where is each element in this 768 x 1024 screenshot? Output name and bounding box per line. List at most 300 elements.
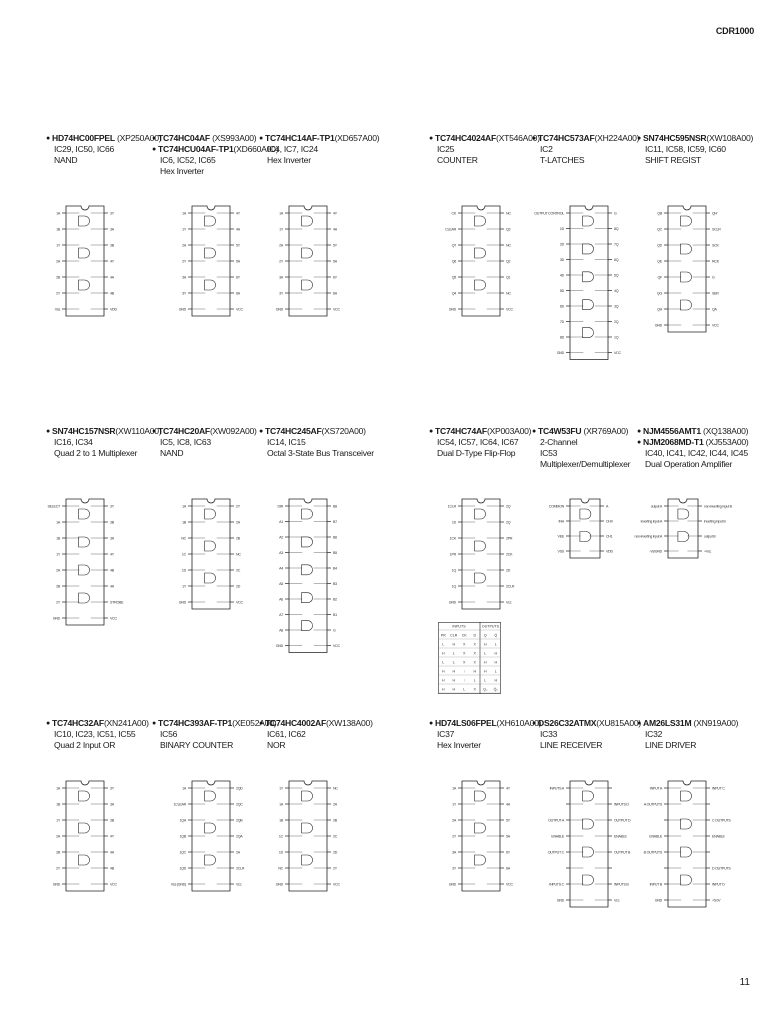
table-cell: H xyxy=(441,687,445,692)
part-number-line xyxy=(46,718,158,729)
table-cell: H xyxy=(441,678,445,683)
pin-label: 7Q xyxy=(614,242,619,247)
pin-label: 2Q xyxy=(614,319,619,324)
package-pinout-diagram xyxy=(643,778,731,910)
pin-label: GND xyxy=(178,307,186,312)
part-number: TC74HC393AF-TP1 xyxy=(157,718,233,728)
ic-tc74hc14af-tp1-block xyxy=(259,133,380,312)
pin-label: 4Q xyxy=(614,288,619,293)
pin-label: +5.0V xyxy=(712,898,721,903)
pin-label: GND xyxy=(654,898,662,903)
pin-label: 8Q xyxy=(614,226,619,231)
pin-label: 2QB xyxy=(236,818,243,823)
ic-designators: IC6, IC52, IC65 xyxy=(160,155,216,165)
ic-tc74hc4002af-block xyxy=(259,718,373,887)
part-number-line xyxy=(259,718,371,729)
pin-label: 3A xyxy=(110,802,114,807)
ic-description: SHIFT REGIST xyxy=(645,155,702,165)
table-cell: ↑ xyxy=(463,669,466,674)
pin-label: 3A xyxy=(110,536,114,541)
pin-label: 2A xyxy=(452,818,456,823)
pin-label: 4A xyxy=(110,850,114,855)
table-column-header: CK xyxy=(461,633,467,638)
part-number: NJM4556AMT1 xyxy=(642,426,701,436)
pin-label: output B xyxy=(704,534,716,539)
part-number: NJM2068MD-T1 xyxy=(642,437,704,447)
pin-label: Q2 xyxy=(506,259,511,264)
pin-label: 4A xyxy=(236,227,240,232)
ic-description: 2-Channel xyxy=(540,437,578,447)
ic-package-body xyxy=(668,781,706,907)
part-code: (XS993A00) xyxy=(209,133,257,143)
table-cell: L xyxy=(494,642,497,647)
pin-label: OUTPUT C xyxy=(547,850,564,855)
pin-label: INH xyxy=(558,519,564,524)
pin-label: G xyxy=(614,211,617,216)
pin-label: NC xyxy=(506,243,511,248)
pin-label: 5Y xyxy=(506,818,510,823)
ic-designators: IC25 xyxy=(437,144,455,154)
pin-label: 5Q xyxy=(614,273,619,278)
ic-description: Dual Operation Amplifier xyxy=(645,459,733,469)
pin-label: ENABLE xyxy=(712,834,725,839)
pin-label: ENABLE xyxy=(649,834,662,839)
pin-label: 1Q xyxy=(614,335,619,340)
pin-label: GND xyxy=(654,323,662,328)
pin-label: 4A xyxy=(110,275,114,280)
pin-label: VCC xyxy=(506,882,513,887)
pin-label: 4A xyxy=(110,584,114,589)
part-code: (XP250A00) xyxy=(114,133,162,143)
pin-label: 3D xyxy=(559,257,564,262)
ic-description: Quad 2 to 1 Multiplexer xyxy=(54,448,138,458)
pin-label: B1 xyxy=(333,612,337,617)
pin-label: 2A xyxy=(279,243,283,248)
ic-package-body xyxy=(668,206,706,332)
pin-label: 2Y xyxy=(236,504,240,509)
pin-label: INPUT C xyxy=(712,786,725,791)
package-pinout-diagram xyxy=(46,496,124,628)
package-pinout-diagram xyxy=(172,203,250,319)
pin-label: OUTPUT A xyxy=(548,818,564,823)
part-number: TC74HC74AF xyxy=(434,426,487,436)
pin-label: B6 xyxy=(333,535,337,540)
pin-label: 6Q xyxy=(614,257,619,262)
part-number-line xyxy=(152,426,264,437)
pin-label: 1C xyxy=(181,552,186,557)
part-number: TC74HC4002AF xyxy=(264,718,326,728)
pin-label: 2CLR xyxy=(506,584,515,589)
pin-label: GND xyxy=(448,307,456,312)
pin-label: SELECT xyxy=(47,504,60,509)
part-number: TC74HC04AF xyxy=(157,133,210,143)
ic-designators: IC29, IC50, IC66 xyxy=(54,144,115,154)
pin-label: QB xyxy=(657,211,662,216)
pin-label: 8D xyxy=(559,335,564,340)
pin-label: GND xyxy=(52,882,60,887)
pin-label: A4 xyxy=(279,566,283,571)
part-number: SN74HC157NSR xyxy=(51,426,116,436)
pin-label: 1A xyxy=(182,211,186,216)
ic-description: COUNTER xyxy=(437,155,478,165)
ic-njm4556amt1-block xyxy=(634,426,749,554)
pin-label: INPUTS A xyxy=(549,786,564,791)
pin-label: VCC xyxy=(110,616,117,621)
pin-label: 3B xyxy=(110,818,114,823)
pin-label: 6Y xyxy=(236,275,240,280)
pin-label: A5 xyxy=(279,581,283,586)
package-pinout-diagram xyxy=(46,778,124,894)
ic-package-body xyxy=(289,499,327,653)
part-number-line xyxy=(532,426,644,437)
ic-description: NAND xyxy=(54,155,78,165)
table-cell: H xyxy=(452,687,456,692)
pin-label: 2D xyxy=(559,242,564,247)
pin-label: Vcc xyxy=(236,882,242,887)
pin-label: VCC xyxy=(333,307,340,312)
table-cell: H xyxy=(494,651,498,656)
pin-label: A1 xyxy=(279,519,283,524)
pin-label: 2CK xyxy=(506,552,513,557)
pin-label: DIR xyxy=(277,504,283,509)
table-cell: H xyxy=(494,660,498,665)
package-pinout-diagram xyxy=(634,496,732,561)
pin-label: 1D xyxy=(559,226,564,231)
pin-label: 6Y xyxy=(506,850,510,855)
table-border xyxy=(438,622,500,693)
table-cell: L xyxy=(452,651,455,656)
pin-label: 4Y xyxy=(236,211,240,216)
table-cell: H xyxy=(494,678,498,683)
pin-label: A7 xyxy=(279,612,283,617)
table-cell: Q₀ xyxy=(483,687,488,692)
ic-designators: IC37 xyxy=(437,729,455,739)
pin-label: OUTPUT CONTROL xyxy=(534,211,564,216)
pin-label: 2D xyxy=(333,850,338,855)
pin-label: NC xyxy=(181,536,186,541)
pin-label: 2A xyxy=(236,520,240,525)
pin-label: B7 xyxy=(333,519,337,524)
package-pinout-diagram xyxy=(172,778,250,894)
part-code: (XH224A00) xyxy=(594,133,640,143)
table-cell: X xyxy=(473,651,476,656)
part-number-line xyxy=(46,133,162,144)
pin-label: 2A xyxy=(236,850,240,855)
table-cell: L xyxy=(473,678,476,683)
pin-label: 1Y xyxy=(56,552,60,557)
part-code: (XD660A00) xyxy=(233,144,279,154)
pin-label: 2Y xyxy=(279,259,283,264)
pin-label: 3Y xyxy=(182,291,186,296)
pin-label: 2B xyxy=(333,818,337,823)
pin-label: VEE xyxy=(557,534,564,539)
pin-label: GND xyxy=(275,882,283,887)
part-code: (XS720A00) xyxy=(321,426,366,436)
page-number: 11 xyxy=(739,977,750,988)
package-pinout-diagram xyxy=(172,496,250,612)
pin-label: 4B xyxy=(110,866,114,871)
part-number: TC74HC32AF xyxy=(51,718,104,728)
part-code: (XD657A00) xyxy=(334,133,380,143)
package-pinout-diagram xyxy=(269,203,347,319)
pin-label: INPUT A xyxy=(649,786,662,791)
pin-label: inverting input A xyxy=(640,519,662,524)
pin-label: 2B xyxy=(236,536,240,541)
pin-label: SER xyxy=(712,291,719,296)
pin-label: 1Q xyxy=(451,584,456,589)
ic-package-body xyxy=(66,499,104,625)
pin-label: 3B xyxy=(110,243,114,248)
pin-label: B2 xyxy=(333,597,337,602)
package-pinout-diagram xyxy=(648,203,726,335)
table-cell: L xyxy=(484,678,487,683)
pin-label: 2CLR xyxy=(236,866,245,871)
part-code: (XH610A00) xyxy=(496,718,542,728)
pin-label: GND xyxy=(448,600,456,605)
pin-label: 1A xyxy=(279,211,283,216)
pin-label: Q7 xyxy=(451,243,456,248)
pin-label: 2A xyxy=(56,259,60,264)
ic-designators: IC10, IC23, IC51, IC55 xyxy=(54,729,136,739)
pin-label: Q1 xyxy=(506,275,511,280)
pin-label: 6D xyxy=(559,304,564,309)
pin-label: 4Y xyxy=(110,834,114,839)
ic-designators: IC40, IC41, IC42, IC44, IC45 xyxy=(645,448,748,458)
package-pinout-diagram xyxy=(269,496,347,656)
pin-label: 4A xyxy=(333,227,337,232)
pin-label: 4Y xyxy=(506,786,510,791)
pin-label: 1Y xyxy=(279,786,283,791)
pin-label: 2A xyxy=(56,834,60,839)
pin-label: QH xyxy=(657,307,662,312)
pin-label: NC xyxy=(506,211,511,216)
table-cell: X xyxy=(463,642,466,647)
package-pinout-diagram xyxy=(547,778,631,910)
ic-description: T-LATCHES xyxy=(540,155,585,165)
pin-label: 1B xyxy=(56,802,60,807)
ic-description: NAND xyxy=(160,448,184,458)
table-cell: L xyxy=(494,669,497,674)
pin-label: 1A xyxy=(56,520,60,525)
ic-description: Multiplexer/Demultiplexer xyxy=(540,459,631,469)
pin-label: G xyxy=(333,628,336,633)
pin-label: 1A xyxy=(452,786,456,791)
part-code: (XQ138A00) xyxy=(700,426,749,436)
pin-label: CH1 xyxy=(606,534,613,539)
part-number-line xyxy=(532,133,644,144)
ic-tc74hc245af-block xyxy=(259,426,374,648)
ic-sn74hc595nsr-block xyxy=(637,133,754,328)
ic-designators: IC4, IC7, IC24 xyxy=(267,144,318,154)
pin-label: C OUTPUTS xyxy=(712,818,731,823)
part-number: TC74HCU04AF-TP1 xyxy=(157,144,234,154)
pin-label: ENABLE xyxy=(614,834,627,839)
table-cell: H xyxy=(441,651,445,656)
table-cell: L xyxy=(463,687,466,692)
part-number: TC74HC4024AF xyxy=(434,133,496,143)
pin-label: D OUTPUTS xyxy=(712,866,731,871)
pin-label: VCC xyxy=(333,643,340,648)
ic-description: Octal 3-State Bus Transceiver xyxy=(267,448,374,458)
pin-label: QC xyxy=(657,227,662,232)
pin-label: 1A xyxy=(56,211,60,216)
pin-label: 5A xyxy=(236,259,240,264)
pin-label: output A xyxy=(650,504,662,509)
pin-label: INPUTS C xyxy=(549,882,564,887)
ic-am26ls31m-block xyxy=(637,718,749,903)
pin-label: G xyxy=(712,275,715,280)
pin-label: B OUTPUTS xyxy=(643,850,662,855)
pin-label: 2Q xyxy=(506,504,511,509)
ic-hd74hc00fpel-block xyxy=(46,133,162,312)
table-cell: H xyxy=(483,660,487,665)
pin-label: 4D xyxy=(559,273,564,278)
pin-label: 4Y xyxy=(333,211,337,216)
ic-designators: IC32 xyxy=(645,729,663,739)
pin-label: 6Y xyxy=(333,275,337,280)
pin-label: 2A xyxy=(182,243,186,248)
pin-label: A OUTPUTS xyxy=(643,802,662,807)
pin-label: CLEAR xyxy=(445,227,456,232)
pin-label: 2C xyxy=(236,568,241,573)
ic-designators: IC33 xyxy=(540,729,558,739)
pin-label: 1Y xyxy=(279,227,283,232)
pin-label: A6 xyxy=(279,597,283,602)
table-cell: H xyxy=(452,678,456,683)
pin-label: QH' xyxy=(712,211,718,216)
part-number-line xyxy=(259,426,371,437)
pin-label: INPUTS D xyxy=(614,802,629,807)
pin-label: INPUT D xyxy=(712,882,725,887)
pin-label: 1B xyxy=(56,536,60,541)
pin-label: NC xyxy=(236,552,241,557)
part-number: TC4W53FU xyxy=(537,426,582,436)
ic-package-body xyxy=(668,499,698,558)
table-column-header: Q xyxy=(483,633,487,638)
ic-tc74hc04af-block xyxy=(152,133,279,312)
pin-label: NC xyxy=(278,866,283,871)
pin-label: -Vs/GND xyxy=(649,549,662,554)
part-number: TC74HC20AF xyxy=(157,426,210,436)
pin-label: 1Q xyxy=(451,568,456,573)
pin-label: B3 xyxy=(333,581,337,586)
ic-designators: IC5, IC8, IC63 xyxy=(160,437,211,447)
pin-label: B4 xyxy=(333,566,337,571)
pin-label: 1Y xyxy=(56,243,60,248)
table-group-header: OUTPUTS xyxy=(481,624,500,629)
table-group-header: INPUTS xyxy=(452,624,466,629)
pin-label: VCC xyxy=(333,882,340,887)
ic-description: NOR xyxy=(267,740,286,750)
ic-designators: IC54, IC57, IC64, IC67 xyxy=(437,437,519,447)
pin-label: 1CK xyxy=(449,536,456,541)
pin-label: 2Y xyxy=(333,866,337,871)
pin-label: 4B xyxy=(110,291,114,296)
pin-label: 3A xyxy=(182,275,186,280)
pin-label: VDD xyxy=(606,549,613,554)
pin-label: NC xyxy=(506,291,511,296)
pin-label: QD xyxy=(657,243,662,248)
pin-label: 1B xyxy=(279,818,283,823)
pin-label: RCK xyxy=(712,259,719,264)
pin-label: 4Y xyxy=(110,259,114,264)
part-code: (XJ553A00) xyxy=(703,437,749,447)
pin-label: 1B xyxy=(56,227,60,232)
pin-label: Q4 xyxy=(451,291,456,296)
part-code: (XT546A00) xyxy=(495,133,540,143)
pin-label: 1QD xyxy=(179,866,186,871)
pin-label: 2Y xyxy=(56,600,60,605)
pin-label: +Vcc xyxy=(704,549,712,554)
pin-label: GND xyxy=(275,643,283,648)
pin-label: 3Q xyxy=(614,304,619,309)
pin-label: 1D xyxy=(278,850,283,855)
pin-label: Vcc xyxy=(506,600,512,605)
pin-label: 3A xyxy=(452,850,456,855)
part-number-line xyxy=(429,133,541,144)
pin-label: 4A xyxy=(506,802,510,807)
pin-label: 1Y xyxy=(56,818,60,823)
part-number-line xyxy=(637,426,749,437)
pin-label: 1QA xyxy=(179,818,186,823)
pin-label: 3Y xyxy=(110,786,114,791)
pin-label: SCLR xyxy=(712,227,721,232)
table-cell: X xyxy=(463,660,466,665)
pin-label: VDD xyxy=(110,307,117,312)
pin-label: 2Y xyxy=(452,834,456,839)
table-cell: L xyxy=(442,642,445,647)
pin-label: 1C xyxy=(278,834,283,839)
pin-label: 1PR xyxy=(449,552,456,557)
pin-label: 2QA xyxy=(236,834,243,839)
part-number-line xyxy=(152,718,277,729)
pin-label: 1D xyxy=(181,568,186,573)
table-cell: L xyxy=(452,660,455,665)
pin-label: inverting input B xyxy=(704,519,726,524)
table-cell: H xyxy=(441,669,445,674)
ic-designators: IC56 xyxy=(160,729,178,739)
pin-label: 1A xyxy=(182,786,186,791)
ic-package-body xyxy=(570,499,600,558)
pin-label: NC xyxy=(333,786,338,791)
pin-label: 2D xyxy=(236,584,241,589)
pin-label: OUTPUT B xyxy=(614,850,631,855)
part-number: TC74HC245AF xyxy=(264,426,322,436)
pin-label: 1QB xyxy=(179,834,186,839)
pin-label: 5Y xyxy=(333,243,337,248)
pin-label: 2PR xyxy=(506,536,513,541)
part-number-line xyxy=(429,426,541,437)
package-pinout-diagram xyxy=(550,496,620,561)
table-cell: X xyxy=(463,651,466,656)
part-number-line xyxy=(429,718,541,729)
pin-label: 1Y xyxy=(182,227,186,232)
pin-label: VCC xyxy=(712,323,719,328)
part-code: (XW092A00) xyxy=(209,426,257,436)
pin-label: 1A xyxy=(56,786,60,791)
package-pinout-diagram xyxy=(269,778,347,894)
ic-package-body xyxy=(570,781,608,907)
part-number-line xyxy=(46,426,162,437)
pin-label: A3 xyxy=(279,550,283,555)
pin-label: 2Q xyxy=(506,520,511,525)
pin-label: non-inverting input A xyxy=(634,534,662,539)
pin-label: OUTPUT D xyxy=(614,818,631,823)
pin-label: 5Y xyxy=(236,243,240,248)
pin-label: 2QC xyxy=(236,802,243,807)
part-number: SN74HC595NSR xyxy=(642,133,707,143)
pin-label: 3Y xyxy=(110,211,114,216)
